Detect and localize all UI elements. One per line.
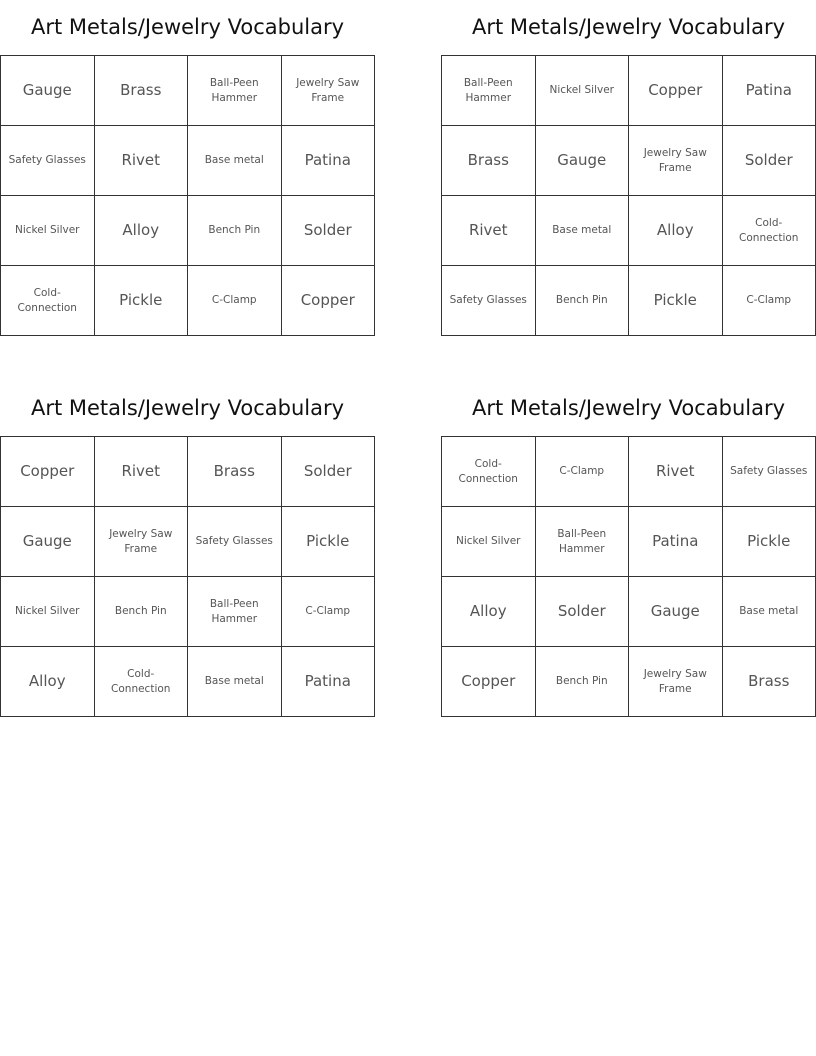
grid-cell: Cold-Connection — [442, 437, 536, 507]
bingo-card-4 — [441, 381, 816, 717]
grid-cell: Copper — [282, 266, 376, 336]
grid-cell: Alloy — [95, 196, 189, 266]
grid-cell: Rivet — [442, 196, 536, 266]
grid-cell: Gauge — [1, 56, 95, 126]
grid-cell: Pickle — [282, 507, 376, 577]
grid-cell: Rivet — [629, 437, 723, 507]
grid-cell: Safety Glasses — [188, 507, 282, 577]
grid-cell: Alloy — [629, 196, 723, 266]
bingo-card-2 — [441, 0, 816, 336]
grid-cell: Brass — [723, 647, 816, 717]
grid-cell: Rivet — [95, 437, 189, 507]
grid-cell: Base metal — [188, 647, 282, 717]
grid-cell: Patina — [723, 56, 816, 126]
grid-cell: Cold-Connection — [95, 647, 189, 717]
grid-cell: Copper — [1, 437, 95, 507]
grid-cell: Nickel Silver — [536, 56, 630, 126]
grid-cell: Safety Glasses — [1, 126, 95, 196]
grid-cell: Rivet — [95, 126, 189, 196]
grid-cell: Bench Pin — [536, 266, 630, 336]
grid-cell: Alloy — [442, 577, 536, 647]
grid-cell: Pickle — [629, 266, 723, 336]
card-title: Art Metals/Jewelry Vocabulary — [30, 396, 345, 420]
grid-cell: Ball-Peen Hammer — [442, 56, 536, 126]
grid-cell: Brass — [442, 126, 536, 196]
grid-cell: Nickel Silver — [442, 507, 536, 577]
grid-cell: Gauge — [1, 507, 95, 577]
grid-cell: Base metal — [723, 577, 816, 647]
grid-cell: Pickle — [723, 507, 816, 577]
card-title: Art Metals/Jewelry Vocabulary — [30, 15, 345, 39]
grid-cell: Patina — [282, 126, 376, 196]
grid-cell: Cold-Connection — [1, 266, 95, 336]
grid-cell: Bench Pin — [536, 647, 630, 717]
grid-cell: Bench Pin — [95, 577, 189, 647]
grid-cell: Jewelry Saw Frame — [629, 126, 723, 196]
grid-cell: Alloy — [1, 647, 95, 717]
grid-cell: Safety Glasses — [723, 437, 816, 507]
grid-cell: Nickel Silver — [1, 577, 95, 647]
grid-cell: Gauge — [536, 126, 630, 196]
grid-cell: C-Clamp — [723, 266, 816, 336]
grid-cell: Pickle — [95, 266, 189, 336]
grid-cell: Jewelry Saw Frame — [629, 647, 723, 717]
grid-cell: Solder — [282, 196, 376, 266]
card-title: Art Metals/Jewelry Vocabulary — [471, 396, 786, 420]
grid-cell: Solder — [723, 126, 816, 196]
grid-cell: Patina — [629, 507, 723, 577]
grid-cell: Cold-Connection — [723, 196, 816, 266]
grid-cell: Copper — [629, 56, 723, 126]
grid-cell: Base metal — [188, 126, 282, 196]
grid-cell: Safety Glasses — [442, 266, 536, 336]
bingo-card-3 — [0, 381, 375, 717]
grid-cell: Brass — [95, 56, 189, 126]
grid-cell: Brass — [188, 437, 282, 507]
grid-cell: Solder — [282, 437, 376, 507]
grid-cell: Bench Pin — [188, 196, 282, 266]
grid-cell: Solder — [536, 577, 630, 647]
grid-cell: C-Clamp — [282, 577, 376, 647]
bingo-grid — [441, 436, 816, 717]
grid-cell: Jewelry Saw Frame — [95, 507, 189, 577]
grid-cell: Patina — [282, 647, 376, 717]
grid-cell: Base metal — [536, 196, 630, 266]
bingo-grid — [0, 436, 375, 717]
card-title: Art Metals/Jewelry Vocabulary — [471, 15, 786, 39]
bingo-grid — [0, 55, 375, 336]
grid-cell: Gauge — [629, 577, 723, 647]
grid-cell: Jewelry Saw Frame — [282, 56, 376, 126]
grid-cell: Ball-Peen Hammer — [188, 56, 282, 126]
bingo-grid — [441, 55, 816, 336]
grid-cell: Ball-Peen Hammer — [536, 507, 630, 577]
grid-cell: Ball-Peen Hammer — [188, 577, 282, 647]
grid-cell: C-Clamp — [536, 437, 630, 507]
grid-cell: C-Clamp — [188, 266, 282, 336]
grid-cell: Copper — [442, 647, 536, 717]
grid-cell: Nickel Silver — [1, 196, 95, 266]
bingo-card-1 — [0, 0, 375, 336]
